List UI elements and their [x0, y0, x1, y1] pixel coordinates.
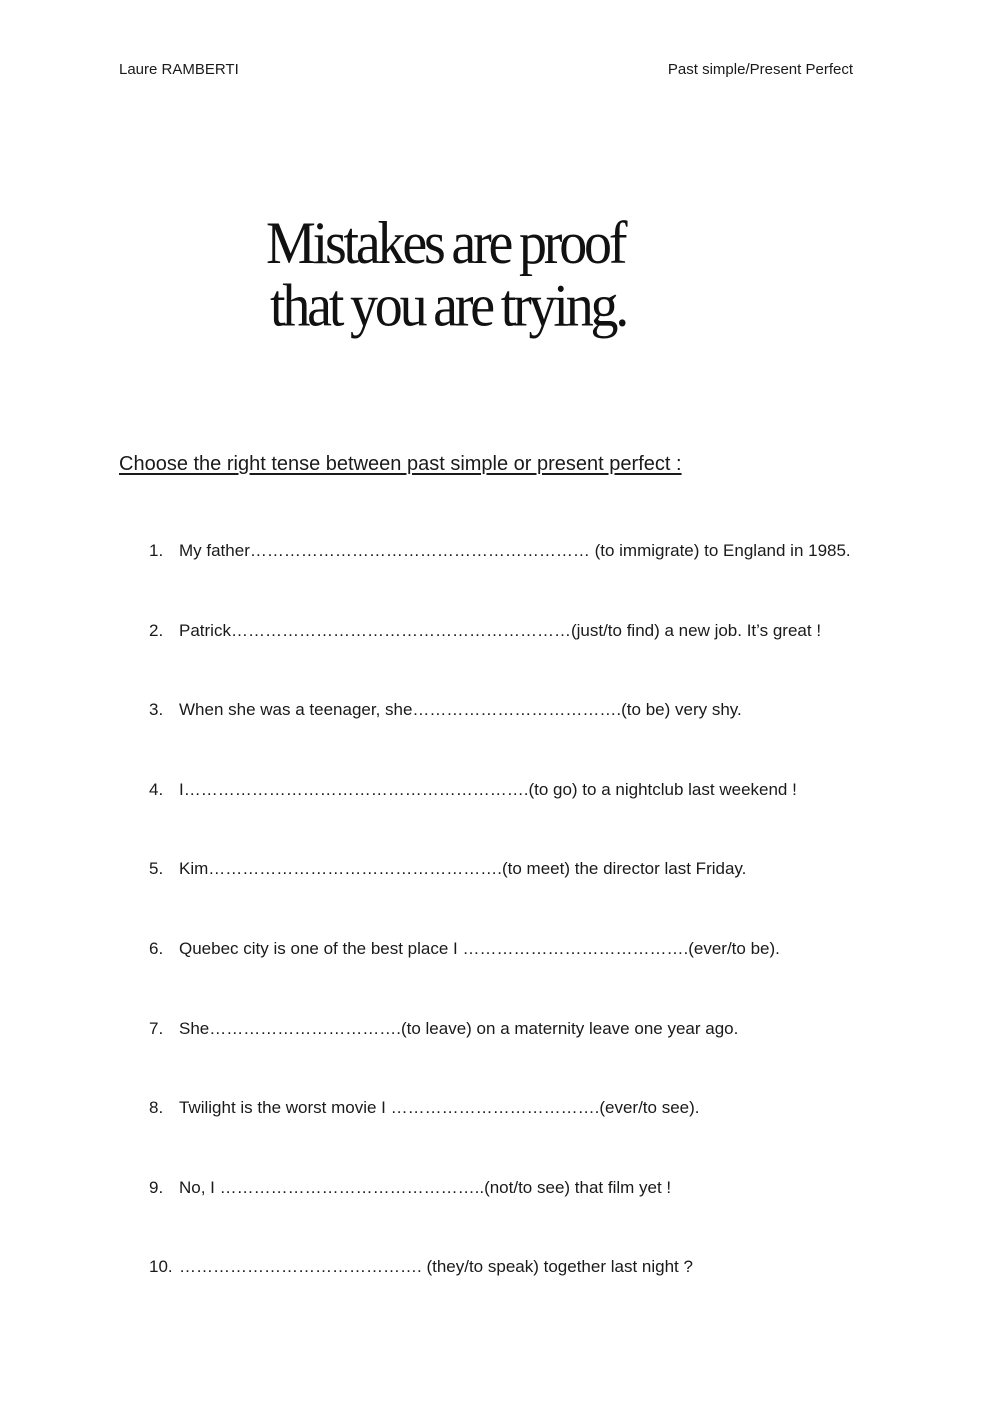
exercise-number: 4. — [149, 779, 164, 799]
exercise-item-9 — [149, 1178, 851, 1258]
exercise-number: 6. — [149, 938, 164, 958]
exercise-number: 7. — [149, 1018, 164, 1038]
exercise-text: My father…………………………………………………… (to immigrate) to England in 1985. — [179, 541, 851, 560]
exercise-item-2 — [149, 621, 851, 701]
exercise-item-10 — [149, 1257, 851, 1337]
exercise-instruction: Choose the right tense between past simple or present perfect : — [119, 453, 682, 475]
exercise-text: Quebec city is one of the best place I ………………………………….(ever/to be). — [179, 938, 780, 958]
exercise-text: Twilight is the worst movie I ……………………………….(ever/to see). — [179, 1098, 700, 1118]
header-author: Laure RAMBERTI — [119, 61, 239, 78]
exercise-number: 9. — [149, 1177, 164, 1197]
exercise-item-6 — [149, 939, 851, 1019]
exercise-number: 8. — [149, 1098, 164, 1118]
exercise-text: Kim…………………………………………….(to meet) the director last Friday. — [179, 859, 747, 879]
exercise-text: When she was a teenager, she……………………………….(to be) very shy. — [179, 700, 742, 720]
motivational-quote — [266, 209, 706, 340]
exercise-text: ……………………………………. (they/to speak) together last night ? — [179, 1257, 693, 1277]
exercise-number: 10. — [149, 1257, 173, 1277]
exercise-number: 5. — [149, 859, 164, 879]
exercise-number: 2. — [149, 620, 164, 640]
exercise-item-1 — [149, 541, 851, 621]
exercise-item-5 — [149, 859, 851, 939]
exercise-item-7 — [149, 1019, 851, 1099]
quote-line-1: Mistakes are proof — [266, 209, 625, 277]
exercise-text: She…………………………….(to leave) on a maternity leave one year ago. — [179, 1018, 739, 1038]
quote-line-2: that you are trying. — [270, 272, 627, 340]
exercise-number: 1. — [149, 541, 164, 560]
exercise-item-8 — [149, 1098, 851, 1178]
exercise-item-4 — [149, 780, 851, 860]
exercise-number: 3. — [149, 700, 164, 720]
header-topic: Past simple/Present Perfect — [667, 61, 853, 78]
exercise-text: No, I ………………………………………..(not/to see) that film yet ! — [179, 1177, 672, 1197]
exercise-list — [149, 541, 851, 1337]
exercise-text: Patrick……………………………………………………(just/to find) a new job. It’s great ! — [179, 620, 822, 640]
exercise-item-3 — [149, 700, 851, 780]
exercise-text: I…………………………………………………….(to go) to a nightclub last weekend ! — [179, 779, 797, 799]
